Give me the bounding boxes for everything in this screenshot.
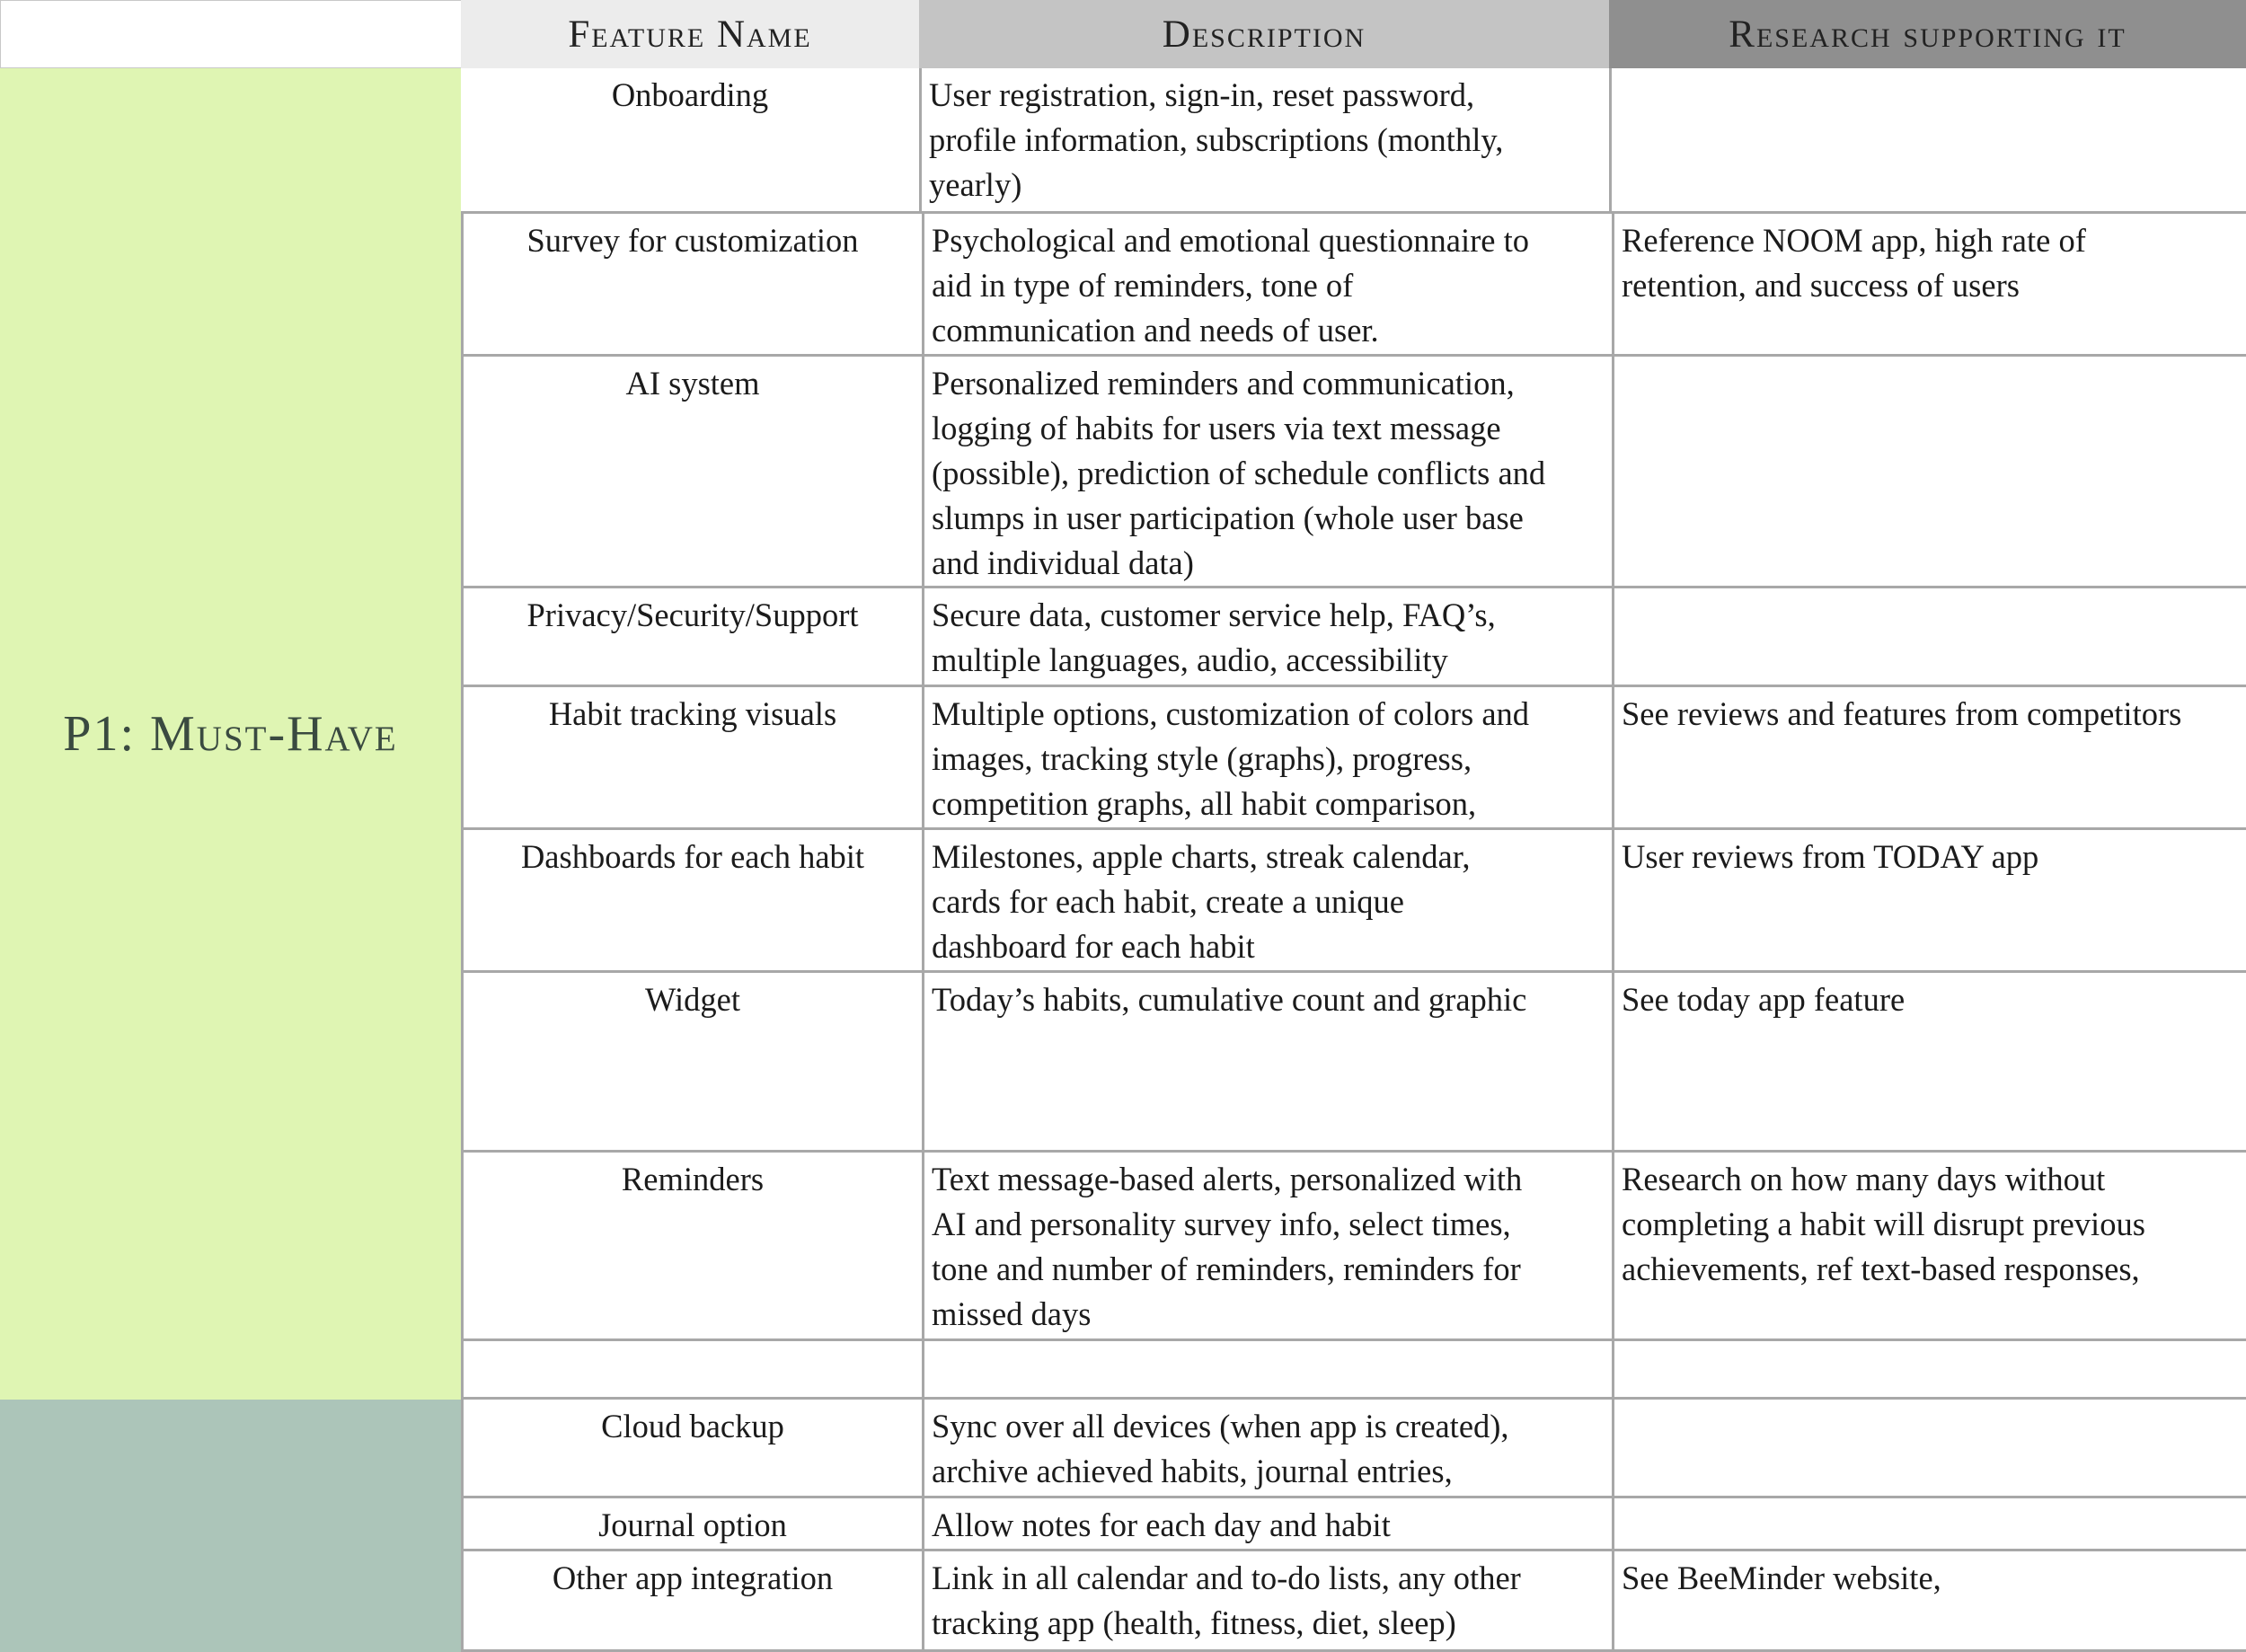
feature-cell: Habit tracking visuals bbox=[548, 695, 837, 732]
description-cell bbox=[922, 1341, 1612, 1397]
feature-cell: Dashboards for each habit bbox=[520, 838, 865, 875]
table-row bbox=[461, 588, 2246, 687]
description-cell: Milestones, apple charts, streak calendar, cards for each habit, create a unique dashboard for each habit bbox=[922, 830, 1612, 970]
description-cell: Secure data, customer service help, FAQ’s, multiple languages, audio, accessibility bbox=[922, 588, 1612, 685]
research-cell: See today app feature bbox=[1612, 973, 2246, 1150]
feature-cell: Survey for customization bbox=[526, 222, 859, 259]
feature-cell bbox=[464, 1341, 922, 1397]
research-cell: Research on how many days without completing a habit will disrupt previous achievements, ref text-based responses, bbox=[1612, 1153, 2246, 1338]
header-blank-cell bbox=[0, 0, 461, 68]
table-row bbox=[461, 1153, 2246, 1341]
header-feature-name: Feature Name bbox=[461, 0, 919, 68]
description-cell: Sync over all devices (when app is created), archive achieved habits, journal entries, bbox=[922, 1400, 1612, 1496]
research-cell bbox=[1612, 1498, 2246, 1549]
feature-cell: Cloud backup bbox=[601, 1408, 784, 1444]
description-cell: Link in all calendar and to-do lists, any other tracking app (health, fitness, diet, sleep) bbox=[922, 1551, 1612, 1649]
table-row bbox=[461, 830, 2246, 973]
research-cell bbox=[1612, 588, 2246, 685]
feature-cell: Reminders bbox=[621, 1161, 765, 1197]
research-cell bbox=[1612, 1341, 2246, 1397]
table-row bbox=[461, 1341, 2246, 1400]
priority-p1-label: P1: Must-Have bbox=[63, 706, 398, 762]
table-row bbox=[461, 687, 2246, 830]
feature-cell: Widget bbox=[645, 981, 740, 1018]
description-cell: Text message-based alerts, personalized with AI and personality survey info, select times, tone and number of reminders, reminders for missed days bbox=[922, 1153, 1612, 1338]
research-cell: See BeeMinder website, bbox=[1612, 1551, 2246, 1649]
description-cell: Psychological and emotional questionnaire to aid in type of reminders, tone of communication and needs of user. bbox=[922, 214, 1612, 354]
research-cell bbox=[1612, 1400, 2246, 1496]
table-row bbox=[461, 214, 2246, 357]
feature-cell: Journal option bbox=[598, 1506, 787, 1543]
feature-cell: AI system bbox=[625, 365, 760, 402]
research-cell bbox=[1612, 357, 2246, 586]
table-row bbox=[461, 357, 2246, 588]
feature-cell: Other app integration bbox=[552, 1559, 834, 1596]
header-research: Research supporting it bbox=[1609, 0, 2246, 68]
priority-p1-block bbox=[0, 68, 461, 1400]
table-row bbox=[461, 1400, 2246, 1498]
priority-p2-block bbox=[0, 1400, 461, 1652]
description-cell: Multiple options, customization of colors and images, tracking style (graphs), progress, competition graphs, all habit comparison, bbox=[922, 687, 1612, 827]
description-cell: Allow notes for each day and habit bbox=[922, 1498, 1612, 1549]
description-cell: Today’s habits, cumulative count and graphic bbox=[922, 973, 1612, 1150]
table-row bbox=[461, 1551, 2246, 1652]
research-cell: See reviews and features from competitors bbox=[1612, 687, 2246, 827]
feature-cell: Privacy/Security/Support bbox=[526, 596, 859, 633]
table-row bbox=[461, 68, 2246, 214]
table-row bbox=[461, 973, 2246, 1153]
research-cell: User reviews from TODAY app bbox=[1612, 830, 2246, 970]
description-cell: Personalized reminders and communication, logging of habits for users via text message (possible), prediction of schedule conflicts and slumps in user participation (whole user base and individual data) bbox=[922, 357, 1612, 586]
research-cell: Reference NOOM app, high rate of retention, and success of users bbox=[1612, 214, 2246, 354]
description-cell: User registration, sign-in, reset password, profile information, subscriptions (monthly, yearly) bbox=[919, 68, 1609, 211]
research-cell bbox=[1609, 68, 2246, 211]
table-row bbox=[461, 1498, 2246, 1551]
header-description: Description bbox=[919, 0, 1609, 68]
feature-cell: Onboarding bbox=[611, 76, 769, 113]
